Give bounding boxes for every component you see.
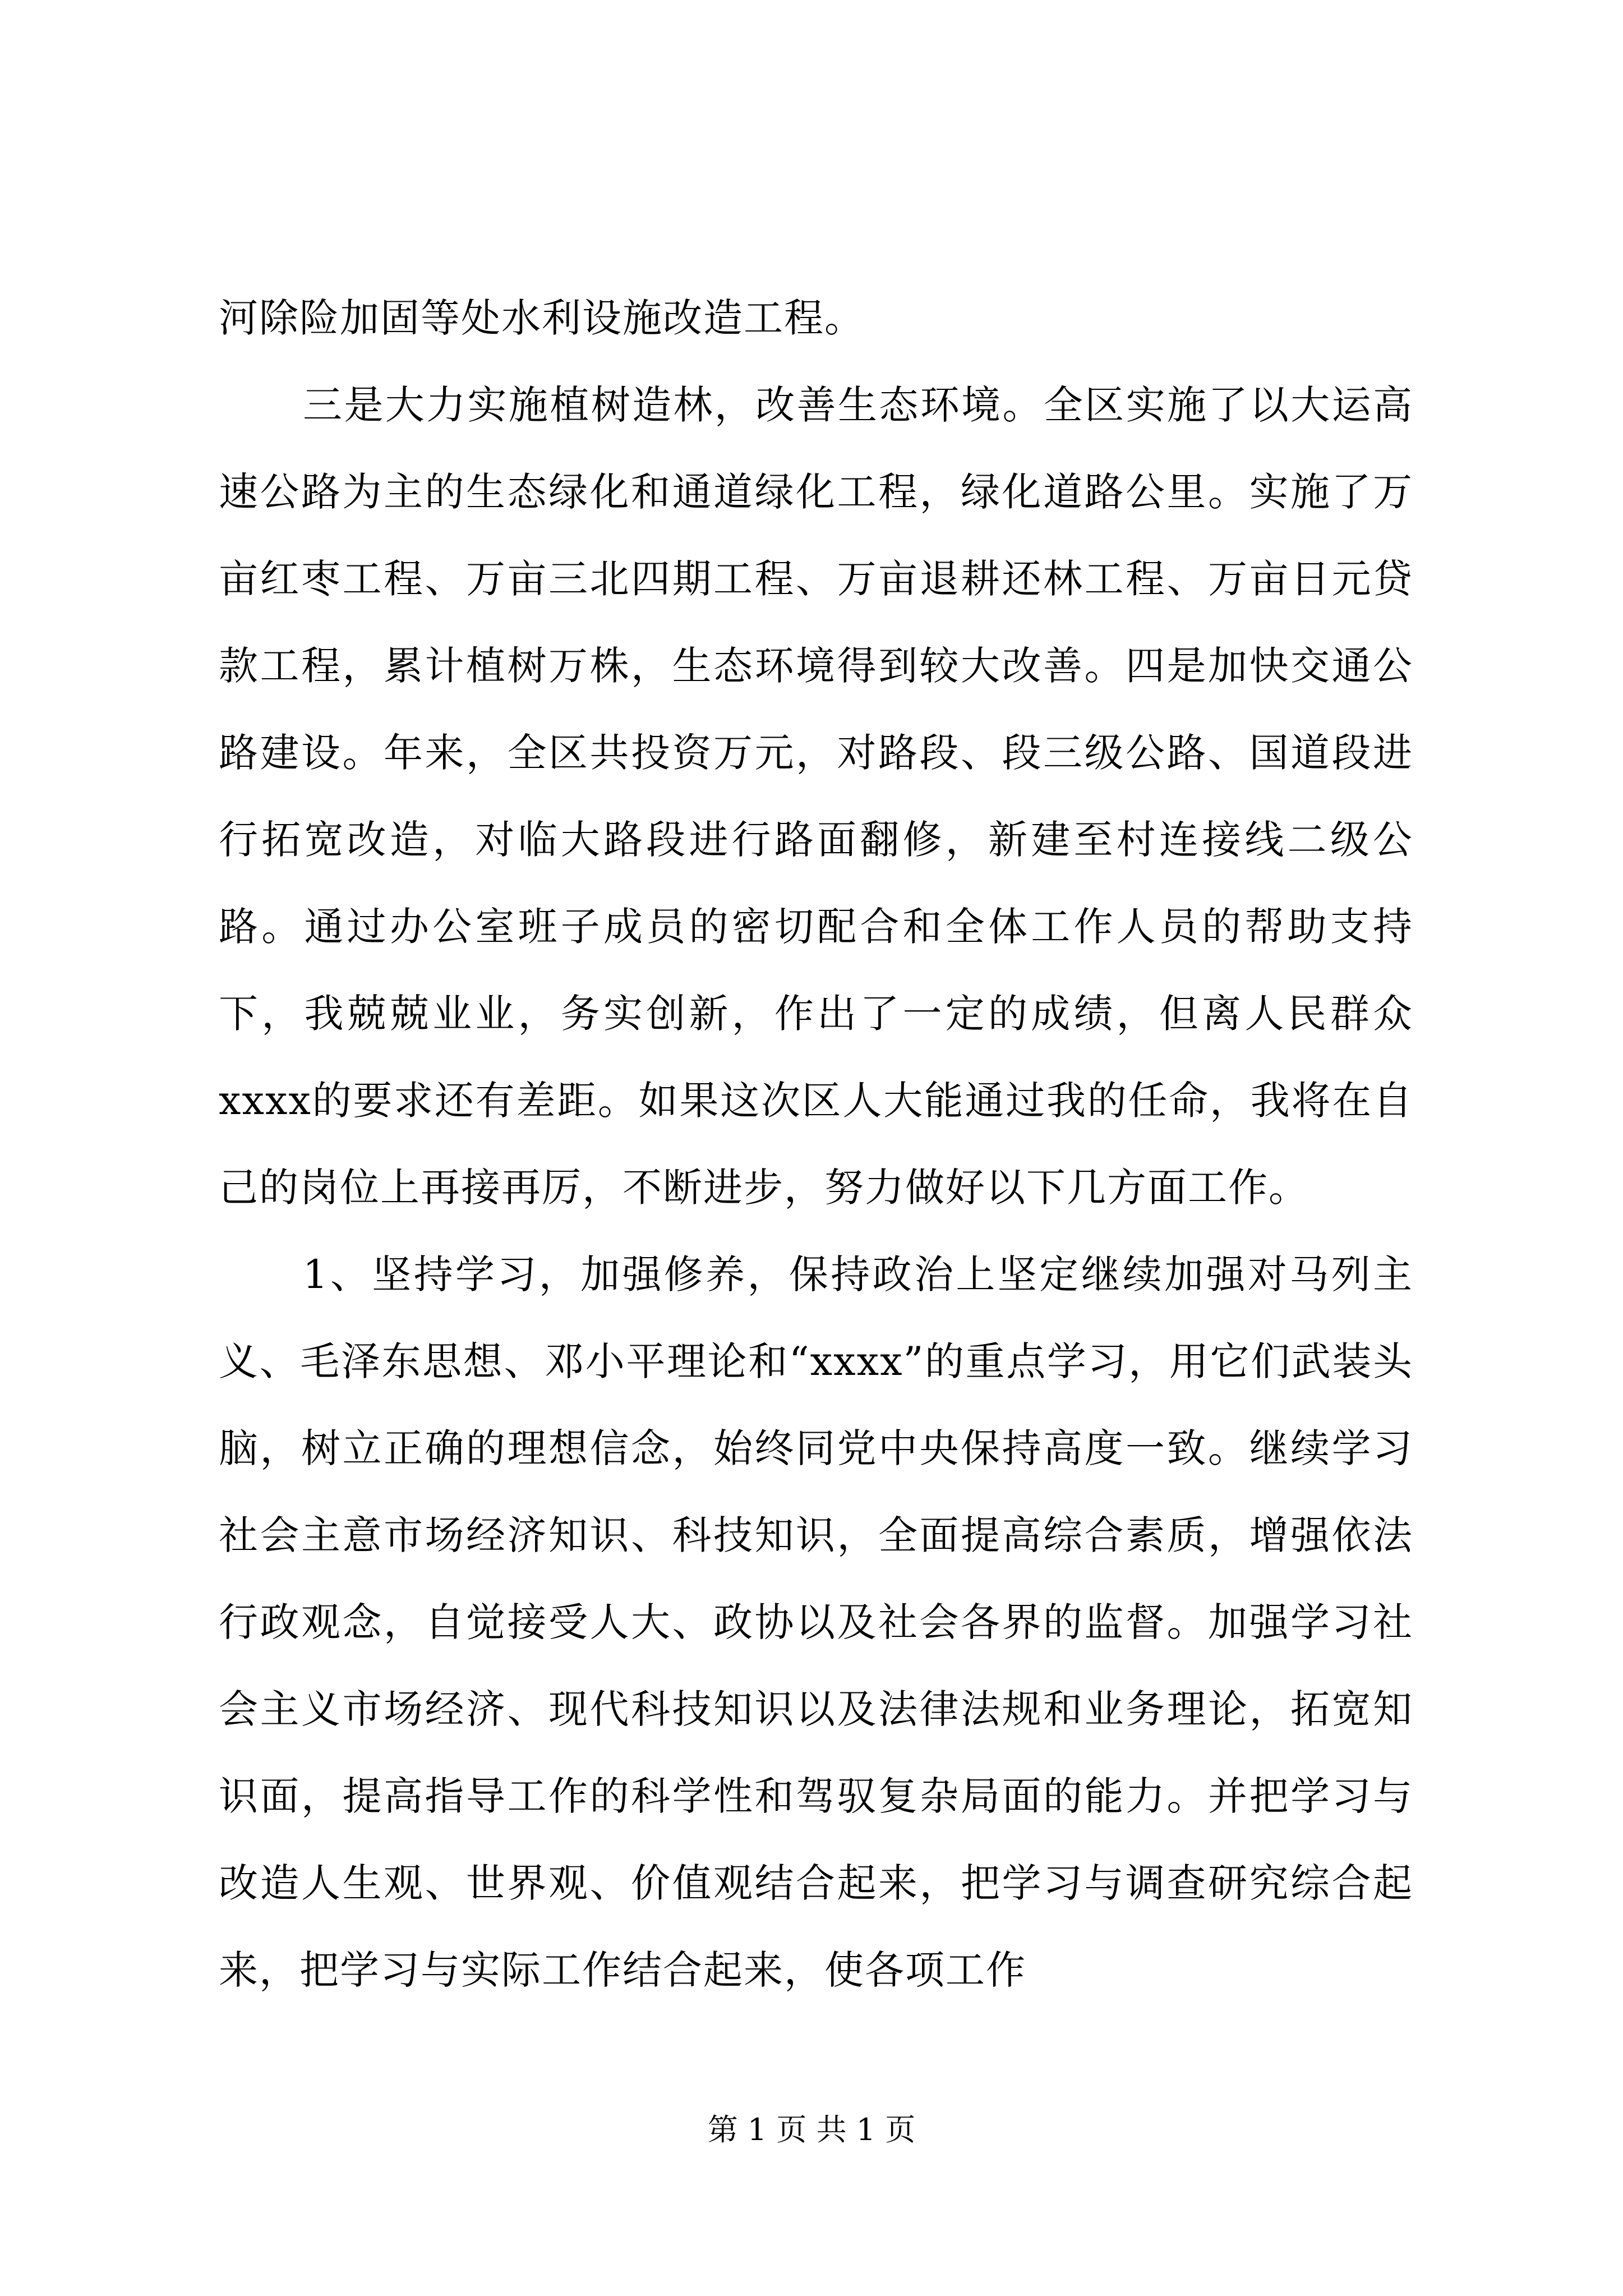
- page-footer: [0, 2110, 1623, 2150]
- document-body: [219, 275, 1413, 2014]
- page-number-label: 第 1 页 共 1 页: [707, 2112, 916, 2147]
- paragraph-3: 1、坚持学习，加强修养，保持政治上坚定继续加强对马列主义、毛泽东思想、邓小平理论和“xxxx”的重点学习，用它们武装头脑，树立正确的理想信念，始终同党中央保持高度一致。继续学习社会主意市场经济知识、科技知识，全面提高综合素质，增强依法行政观念，自觉接受人大、政协以及社会各界的监督。加强学习社会主义市场经济、现代科技知识以及法律法规和业务理论，拓宽知识面，提高指导工作的科学性和驾驭复杂局面的能力。并把学习与改造人生观、世界观、价值观结合起来，把学习与调查研究综合起来，把学习与实际工作结合起来，使各项工作: [219, 1251, 1413, 1993]
- paragraph-1: 河除险加固等处水利设施改造工程。: [219, 295, 865, 341]
- paragraph-2: 三是大力实施植树造林，改善生态环境。全区实施了以大运高速公路为主的生态绿化和通道绿化工程，绿化道路公里。实施了万亩红枣工程、万亩三北四期工程、万亩退耕还林工程、万亩日元贷款工程，累计植树万株，生态环境得到较大改善。四是加快交通公路建设。年来，全区共投资万元，对路段、段三级公路、国道段进行拓宽改造，对临大路段进行路面翻修，新建至村连接线二级公路。通过办公室班子成员的密切配合和全体工作人员的帮助支持下，我兢兢业业，务实创新，作出了一定的成绩，但离人民群众xxxx的要求还有差距。如果这次区人大能通过我的任命，我将在自己的岗位上再接再厉，不断进步，努力做好以下几方面工作。: [219, 382, 1413, 1211]
